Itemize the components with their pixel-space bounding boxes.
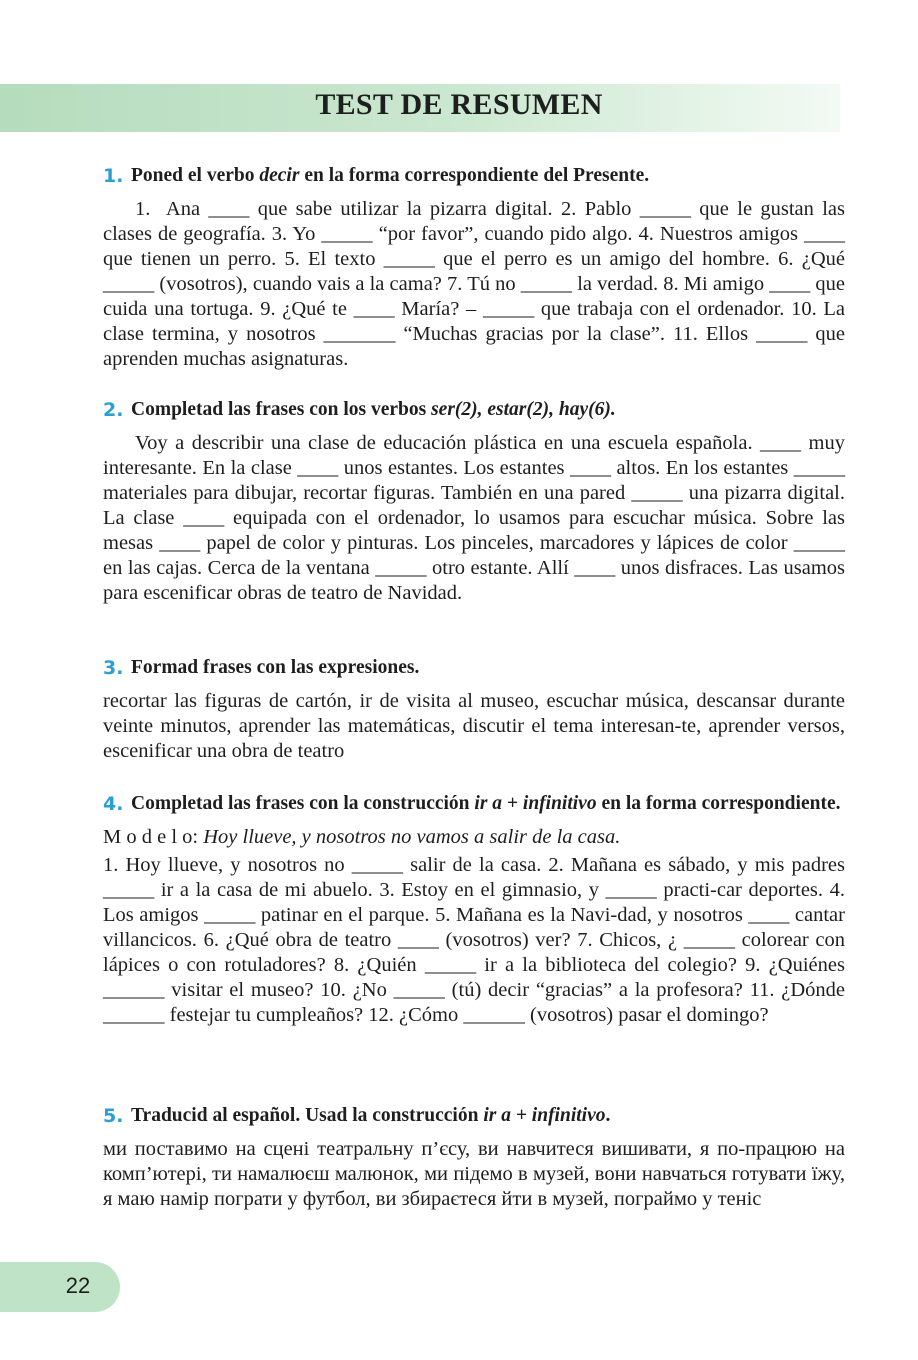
- page-title: TEST DE RESUMEN: [315, 88, 603, 121]
- exercise-1-heading: [103, 164, 845, 188]
- page-number: 22: [65, 1273, 91, 1298]
- exercise-3-heading: [103, 656, 845, 680]
- exercise-instruction: Completad las frases con la construcción ir a + infinitivo en la forma correspondiente.: [131, 793, 841, 814]
- exercise-4-heading: [103, 792, 845, 816]
- exercise-2-heading: [103, 398, 845, 422]
- exercise-text: ми поставимо на сцені театральну п’єсу, ви навчитеся вишивати, я по-працюю на комп’ютері, ти намалюєш малюнок, ми підемо в музей, вони навчаться готувати їжу, я маю намір пограти у футбол, ви збираєтеся йти в музей, пограймо у теніс: [103, 1138, 845, 1210]
- exercise-text: recortar las figuras de cartón, ir de visita al museo, escuchar música, descansar durante veinte minutos, aprender las matemáticas, discutir el tema interesan-te, aprender versos, escenificar una obra de teatro: [103, 690, 845, 762]
- exercise-number: 5.: [103, 1105, 124, 1127]
- exercise-instruction: Poned el verbo decir en la forma correspondiente del Presente.: [131, 165, 650, 186]
- exercise-instruction: Completad las frases con los verbos ser(2), estar(2), hay(6).: [131, 399, 616, 420]
- exercise-5-heading: [103, 1104, 845, 1128]
- exercise-number: 3.: [103, 657, 124, 679]
- exercise-model: M o d e l o: Hoy llueve, y nosotros no vamos a salir de la casa.: [103, 826, 621, 848]
- exercise-text: Voy a describir una clase de educación plástica en una escuela española. ____ muy interesante. En la clase ____ unos estantes. Los estantes ____ altos. En los estantes _____ materiales para dibujar, recortar figuras. También en una pared _____ una pizarra digital. La clase ____ equipada con el ordenador, lo usamos para escuchar música. Sobre las mesas ____ papel de color y pinturas. Los pinceles, marcadores y lápices de color _____ en las cajas. Cerca de la ventana _____ otro estante. Allí ____ unos disfraces. Las usamos para escenificar obras de teatro de Navidad.: [103, 432, 845, 604]
- exercise-4: [103, 792, 845, 1028]
- exercise-5: [103, 1104, 845, 1212]
- exercise-2: [103, 398, 845, 606]
- exercise-instruction: Traducid al español. Usad la construcción ir a + infinitivo.: [131, 1105, 611, 1126]
- exercise-number: 1.: [103, 165, 124, 187]
- exercise-1: [103, 164, 845, 372]
- page-number-tab: [0, 1262, 120, 1312]
- exercise-text: 1. Hoy llueve, y nosotros no _____ salir de la casa. 2. Mañana es sábado, y mis padres _____ ir a la casa de mi abuelo. 3. Estoy en el gimnasio, y _____ practi-car deportes. 4. Los amigos _____ patinar en el parque. 5. Mañana es la Navi-dad, y nosotros ____ cantar villancicos. 6. ¿Qué obra de teatro ____ (vosotros) ver? 7. Chicos, ¿ _____ colorear con lápices o con rotuladores? 8. ¿Quién _____ ir a la biblioteca del colegio? 9. ¿Quiénes ______ visitar el museo? 10. ¿No _____ (tú) decir “gracias” a la profesora? 11. ¿Dónde ______ festejar tu cumpleaños? 12. ¿Cómo ______ (vosotros) pasar el domingo?: [103, 854, 845, 1026]
- exercise-text: 1. Ana ____ que sabe utilizar la pizarra digital. 2. Pablo _____ que le gustan las clases de geografía. 3. Yo _____ “por favor”, cuando pido algo. 4. Nuestros amigos ____ que tienen un perro. 5. El texto _____ que el perro es un amigo del hombre. 6. ¿Qué _____ (vosotros), cuando vais a la cama? 7. Tú no _____ la verdad. 8. Mi amigo ____ que cuida una tortuga. 9. ¿Qué te ____ María? – _____ que trabaja con el ordenador. 10. La clase termina, y nosotros _______ “Muchas gracias por la clase”. 11. Ellos _____ que aprenden muchas asignaturas.: [103, 198, 845, 370]
- exercise-3: [103, 656, 845, 764]
- exercise-instruction: Formad frases con las expresiones.: [131, 657, 420, 678]
- exercise-number: 4.: [103, 793, 124, 815]
- exercise-number: 2.: [103, 399, 124, 421]
